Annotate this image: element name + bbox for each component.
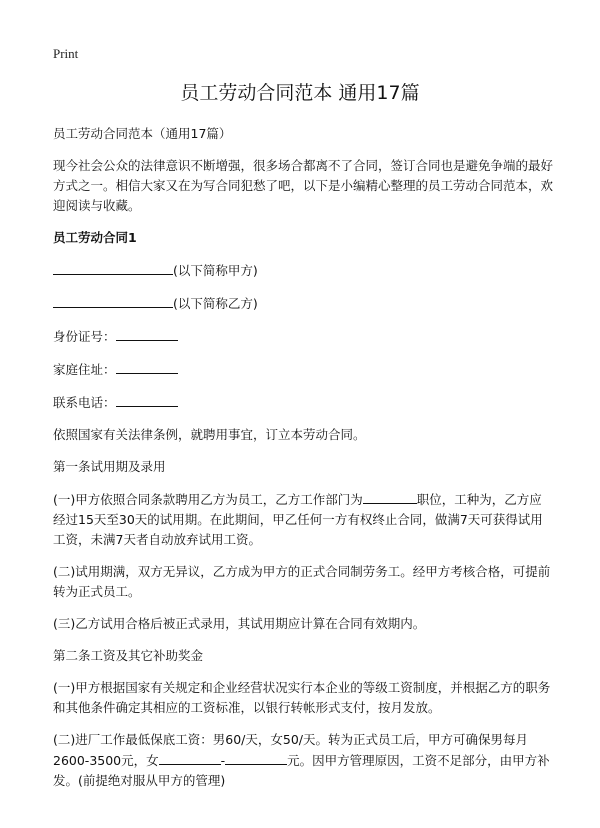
article-2-clause-2 [53, 730, 553, 791]
article-1-clause-3: (三)乙方试用合格后被正式录用，其试用期应计算在合同有效期内。 [53, 616, 426, 631]
phone-label: 联系电话： [53, 395, 116, 410]
phone-line [53, 392, 553, 413]
article-2-clause-1: (一)甲方根据国家有关规定和企业经营状况实行本企业的等级工资制度，并根据乙方的职务和其他条件确定其相应的工资标准，以银行转帐形式支付，按月发放。 [53, 680, 551, 715]
contract-heading: 员工劳动合同1 [53, 230, 137, 245]
document-subtitle: 员工劳动合同范本（通用17篇） [53, 126, 232, 141]
id-number-blank [116, 326, 178, 341]
home-address-blank [116, 359, 178, 374]
department-blank [363, 489, 417, 504]
party-b-suffix: (以下简称乙方) [173, 296, 258, 311]
intro-paragraph: 现今社会公众的法律意识不断增强，很多场合都离不了合同，签订合同也是避免争端的最好方式之一。相信大家又在为写合同犯愁了吧，以下是小编精心整理的员工劳动合同范本，欢迎阅读与收藏。 [53, 158, 554, 213]
id-number-label: 身份证号： [53, 329, 116, 344]
article-2-title: 第二条工资及其它补助奖金 [53, 648, 204, 663]
phone-blank [116, 392, 178, 407]
party-a-suffix: (以下简称甲方) [173, 263, 258, 278]
range-separator: - [220, 753, 226, 768]
article-1-clause-1 [53, 489, 553, 550]
article-1-clause-1-text-a: (一)甲方依照合同条款聘用乙方为员工，乙方工作部门为 [53, 492, 363, 507]
article-1-clause-2: (二)试用期满，双方无异议，乙方成为甲方的正式合同制劳务工。经甲方考核合格，可提前转为正式员工。 [53, 564, 551, 599]
print-link[interactable]: Print [53, 46, 79, 61]
article-2-clause-2-text-a: (二)进厂工作最低保底工资：男60/天，女50/天。转为正式员工后，甲方可确保男每月2600-3500元，女 [53, 732, 528, 768]
home-address-line [53, 359, 553, 380]
party-b-line [53, 293, 553, 314]
party-b-blank [53, 293, 173, 308]
party-a-line [53, 260, 553, 281]
article-1-clause-1-text-b: 职位，工种为，乙方应经过15天至30天的试用期。在此期间，甲乙任何一方有权终止合同，做满7天可获得试用工资，未满7天者自动放弃试用工资。 [53, 492, 543, 547]
home-address-label: 家庭住址： [53, 362, 116, 377]
document-body [53, 124, 553, 791]
female-max-wage-blank [225, 750, 287, 765]
female-min-wage-blank [159, 750, 221, 765]
basis-paragraph: 依照国家有关法律条例，就聘用事宜，订立本劳动合同。 [53, 427, 366, 442]
document-title: 员工劳动合同范本 通用17篇 [180, 82, 420, 104]
article-1-title: 第一条试用期及录用 [53, 459, 166, 474]
id-number-line [53, 326, 553, 347]
party-a-blank [53, 260, 173, 275]
article-2-clause-2-text-b: 元。因甲方管理原因，工资不足部分，由甲方补发。(前提绝对服从甲方的管理) [53, 753, 550, 788]
